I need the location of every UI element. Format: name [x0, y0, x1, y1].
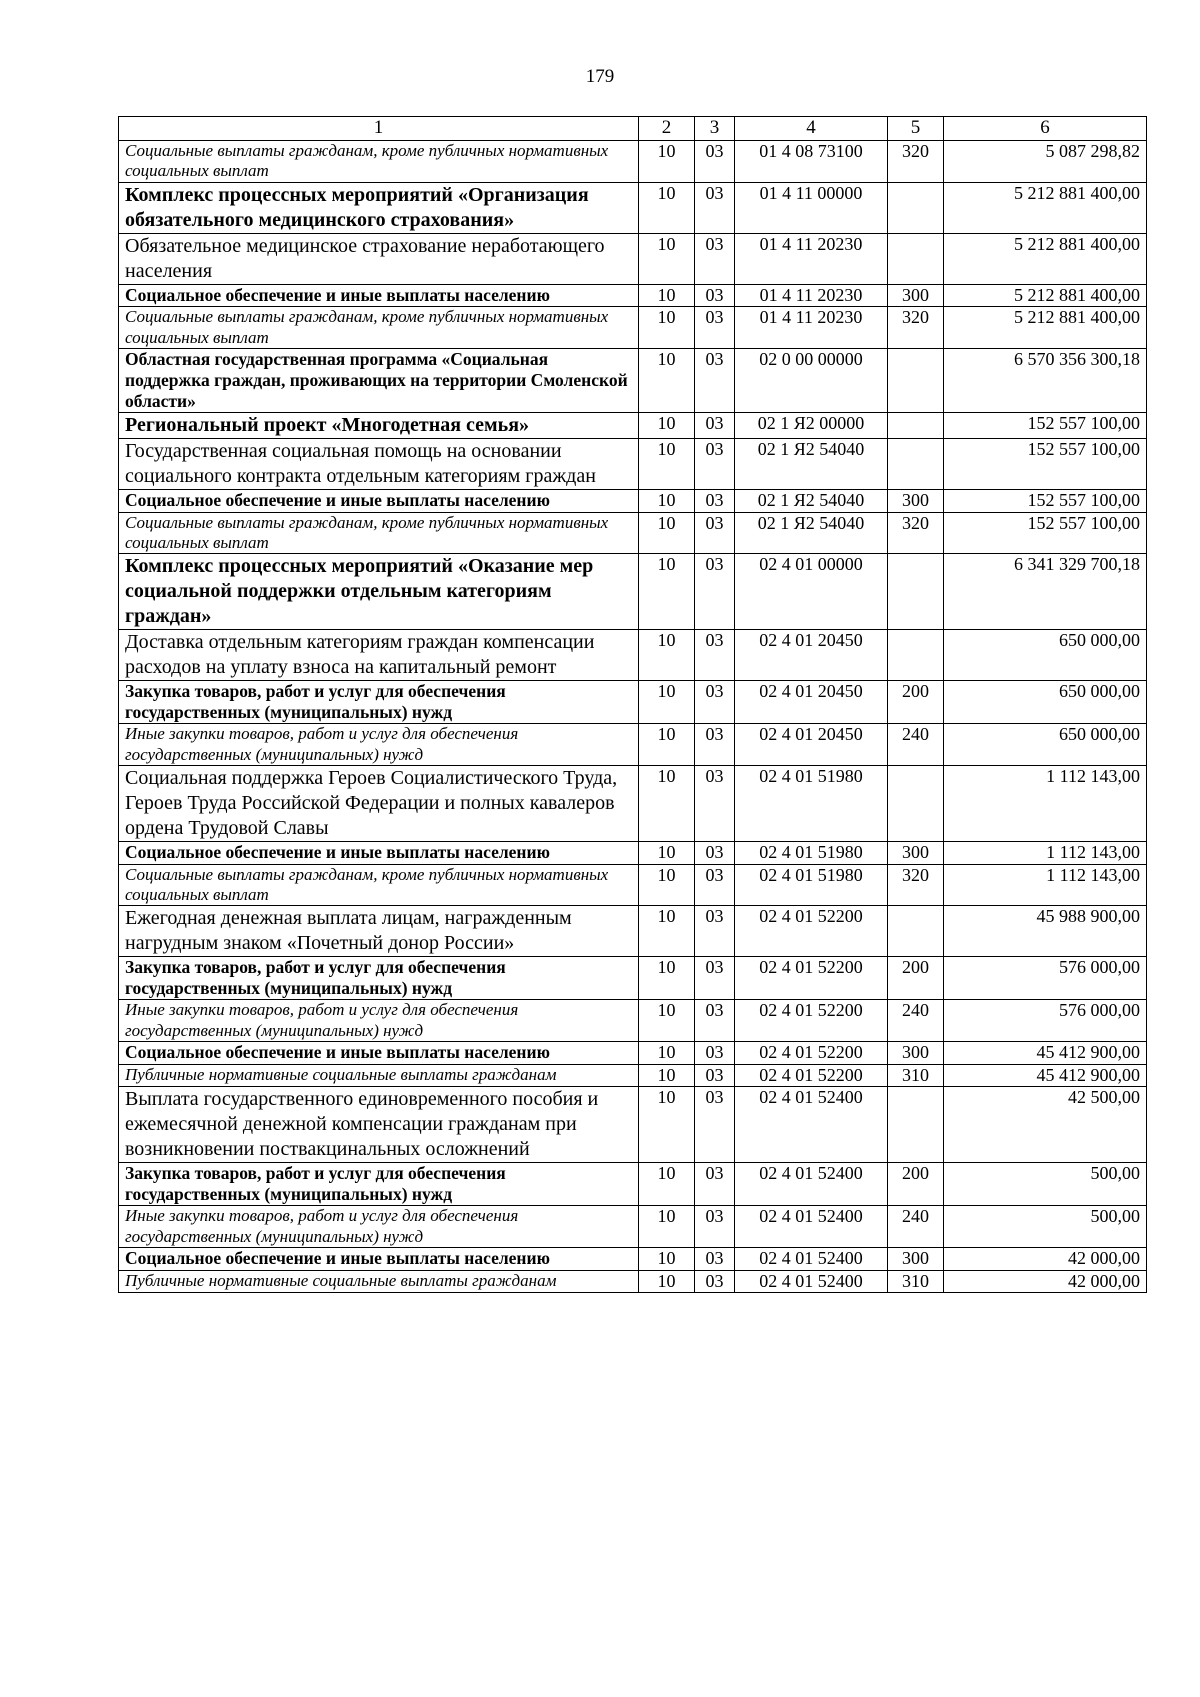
- subsection-code-cell: 03: [695, 842, 735, 865]
- target-article-cell: 02 4 01 52400: [735, 1087, 888, 1163]
- table-row: [119, 864, 1147, 906]
- amount-cell: 45 988 900,00: [944, 906, 1147, 957]
- section-code-cell: 10: [639, 489, 695, 512]
- subsection-code-cell: 03: [695, 1206, 735, 1248]
- expense-type-cell: [888, 438, 944, 489]
- section-code-cell: 10: [639, 630, 695, 681]
- amount-cell: 1 112 143,00: [944, 842, 1147, 865]
- target-article-cell: 02 4 01 00000: [735, 554, 888, 630]
- row-name-cell: Закупка товаров, работ и услуг для обеспечения государственных (муниципальных) нужд: [119, 681, 639, 724]
- table-row: [119, 906, 1147, 957]
- amount-cell: 500,00: [944, 1163, 1147, 1206]
- table-row: [119, 307, 1147, 349]
- section-code-cell: 10: [639, 1270, 695, 1293]
- subsection-code-cell: 03: [695, 957, 735, 1000]
- row-name-cell: Социальное обеспечение и иные выплаты населению: [119, 284, 639, 307]
- table-row: [119, 681, 1147, 724]
- section-code-cell: 10: [639, 1000, 695, 1042]
- target-article-cell: 01 4 11 00000: [735, 182, 888, 233]
- table-row: [119, 1000, 1147, 1042]
- expense-type-cell: [888, 182, 944, 233]
- subsection-code-cell: 03: [695, 681, 735, 724]
- target-article-cell: 02 4 01 51980: [735, 766, 888, 842]
- column-header: 5: [888, 117, 944, 141]
- expense-type-cell: [888, 906, 944, 957]
- table-row: [119, 1248, 1147, 1271]
- row-name-cell: Закупка товаров, работ и услуг для обеспечения государственных (муниципальных) нужд: [119, 957, 639, 1000]
- row-name-cell: Областная государственная программа «Социальная поддержка граждан, проживающих на территории Смоленской области»: [119, 348, 639, 412]
- target-article-cell: 02 4 01 52200: [735, 1000, 888, 1042]
- row-name-cell: Социальная поддержка Героев Социалистического Труда, Героев Труда Российской Федерации и полных кавалеров ордена Трудовой Славы: [119, 766, 639, 842]
- section-code-cell: 10: [639, 554, 695, 630]
- target-article-cell: 02 4 01 52200: [735, 906, 888, 957]
- target-article-cell: 02 4 01 20450: [735, 681, 888, 724]
- subsection-code-cell: 03: [695, 766, 735, 842]
- amount-cell: 500,00: [944, 1206, 1147, 1248]
- section-code-cell: 10: [639, 284, 695, 307]
- amount-cell: 42 000,00: [944, 1248, 1147, 1271]
- expense-type-cell: [888, 1087, 944, 1163]
- section-code-cell: 10: [639, 512, 695, 554]
- row-name-cell: Выплата государственного единовременного пособия и ежемесячной денежной компенсации гражданам при возникновении поствакцинальных осложнений: [119, 1087, 639, 1163]
- row-name-cell: Публичные нормативные социальные выплаты гражданам: [119, 1064, 639, 1087]
- section-code-cell: 10: [639, 842, 695, 865]
- row-name-cell: Обязательное медицинское страхование неработающего населения: [119, 233, 639, 284]
- table-row: [119, 1042, 1147, 1065]
- subsection-code-cell: 03: [695, 348, 735, 412]
- table-body: [119, 140, 1147, 1293]
- amount-cell: 152 557 100,00: [944, 438, 1147, 489]
- amount-cell: 6 570 356 300,18: [944, 348, 1147, 412]
- amount-cell: 45 412 900,00: [944, 1042, 1147, 1065]
- subsection-code-cell: 03: [695, 554, 735, 630]
- amount-cell: 152 557 100,00: [944, 412, 1147, 438]
- amount-cell: 1 112 143,00: [944, 766, 1147, 842]
- table-row: [119, 348, 1147, 412]
- table-row: [119, 766, 1147, 842]
- section-code-cell: 10: [639, 1248, 695, 1271]
- section-code-cell: 10: [639, 724, 695, 766]
- section-code-cell: 10: [639, 1163, 695, 1206]
- section-code-cell: 10: [639, 957, 695, 1000]
- table-row: [119, 140, 1147, 182]
- row-name-cell: Региональный проект «Многодетная семья»: [119, 412, 639, 438]
- subsection-code-cell: 03: [695, 1064, 735, 1087]
- target-article-cell: 01 4 11 20230: [735, 284, 888, 307]
- expense-type-cell: 320: [888, 864, 944, 906]
- target-article-cell: 02 4 01 52400: [735, 1270, 888, 1293]
- subsection-code-cell: 03: [695, 1000, 735, 1042]
- row-name-cell: Социальные выплаты гражданам, кроме публичных нормативных социальных выплат: [119, 864, 639, 906]
- expense-type-cell: 300: [888, 842, 944, 865]
- section-code-cell: 10: [639, 681, 695, 724]
- subsection-code-cell: 03: [695, 140, 735, 182]
- amount-cell: 650 000,00: [944, 630, 1147, 681]
- expense-type-cell: 240: [888, 724, 944, 766]
- expense-type-cell: 300: [888, 489, 944, 512]
- table-row: [119, 724, 1147, 766]
- amount-cell: 152 557 100,00: [944, 489, 1147, 512]
- expense-type-cell: [888, 348, 944, 412]
- section-code-cell: 10: [639, 864, 695, 906]
- row-name-cell: Социальные выплаты гражданам, кроме публичных нормативных социальных выплат: [119, 140, 639, 182]
- amount-cell: 42 000,00: [944, 1270, 1147, 1293]
- amount-cell: 576 000,00: [944, 957, 1147, 1000]
- target-article-cell: 02 1 Я2 54040: [735, 438, 888, 489]
- subsection-code-cell: 03: [695, 182, 735, 233]
- target-article-cell: 02 0 00 00000: [735, 348, 888, 412]
- column-header: 4: [735, 117, 888, 141]
- target-article-cell: 02 4 01 52200: [735, 1042, 888, 1065]
- section-code-cell: 10: [639, 1206, 695, 1248]
- target-article-cell: 02 4 01 52400: [735, 1206, 888, 1248]
- target-article-cell: 02 4 01 52400: [735, 1248, 888, 1271]
- subsection-code-cell: 03: [695, 630, 735, 681]
- expense-type-cell: 240: [888, 1000, 944, 1042]
- target-article-cell: 02 4 01 20450: [735, 724, 888, 766]
- expense-type-cell: 200: [888, 681, 944, 724]
- target-article-cell: 02 4 01 52200: [735, 1064, 888, 1087]
- expense-type-cell: 200: [888, 1163, 944, 1206]
- row-name-cell: Государственная социальная помощь на основании социального контракта отдельным категориям граждан: [119, 438, 639, 489]
- subsection-code-cell: 03: [695, 864, 735, 906]
- row-name-cell: Социальное обеспечение и иные выплаты населению: [119, 1248, 639, 1271]
- table-row: [119, 284, 1147, 307]
- expense-type-cell: [888, 766, 944, 842]
- table-row: [119, 1270, 1147, 1293]
- section-code-cell: 10: [639, 307, 695, 349]
- expense-type-cell: 320: [888, 307, 944, 349]
- row-name-cell: Публичные нормативные социальные выплаты гражданам: [119, 1270, 639, 1293]
- row-name-cell: Иные закупки товаров, работ и услуг для обеспечения государственных (муниципальных) нужд: [119, 1000, 639, 1042]
- amount-cell: 45 412 900,00: [944, 1064, 1147, 1087]
- target-article-cell: 01 4 11 20230: [735, 233, 888, 284]
- expense-type-cell: 320: [888, 512, 944, 554]
- row-name-cell: Социальное обеспечение и иные выплаты населению: [119, 842, 639, 865]
- row-name-cell: Иные закупки товаров, работ и услуг для обеспечения государственных (муниципальных) нужд: [119, 724, 639, 766]
- table-row: [119, 957, 1147, 1000]
- row-name-cell: Доставка отдельным категориям граждан компенсации расходов на уплату взноса на капитальный ремонт: [119, 630, 639, 681]
- subsection-code-cell: 03: [695, 438, 735, 489]
- table-row: [119, 438, 1147, 489]
- amount-cell: 5 212 881 400,00: [944, 307, 1147, 349]
- section-code-cell: 10: [639, 182, 695, 233]
- row-name-cell: Социальное обеспечение и иные выплаты населению: [119, 489, 639, 512]
- table-row: [119, 233, 1147, 284]
- subsection-code-cell: 03: [695, 724, 735, 766]
- table-row: [119, 842, 1147, 865]
- subsection-code-cell: 03: [695, 233, 735, 284]
- target-article-cell: 02 4 01 51980: [735, 842, 888, 865]
- amount-cell: 42 500,00: [944, 1087, 1147, 1163]
- budget-table: [118, 116, 1147, 1293]
- expense-type-cell: 300: [888, 1248, 944, 1271]
- table-row: [119, 182, 1147, 233]
- table-row: [119, 1206, 1147, 1248]
- section-code-cell: 10: [639, 906, 695, 957]
- column-header: 6: [944, 117, 1147, 141]
- expense-type-cell: [888, 233, 944, 284]
- subsection-code-cell: 03: [695, 1270, 735, 1293]
- subsection-code-cell: 03: [695, 906, 735, 957]
- table-row: [119, 1064, 1147, 1087]
- subsection-code-cell: 03: [695, 512, 735, 554]
- section-code-cell: 10: [639, 1064, 695, 1087]
- table-row: [119, 1163, 1147, 1206]
- row-name-cell: Закупка товаров, работ и услуг для обеспечения государственных (муниципальных) нужд: [119, 1163, 639, 1206]
- row-name-cell: Ежегодная денежная выплата лицам, награжденным нагрудным знаком «Почетный донор России»: [119, 906, 639, 957]
- expense-type-cell: [888, 412, 944, 438]
- amount-cell: 1 112 143,00: [944, 864, 1147, 906]
- table-row: [119, 630, 1147, 681]
- table-row: [119, 1087, 1147, 1163]
- subsection-code-cell: 03: [695, 1087, 735, 1163]
- expense-type-cell: 310: [888, 1064, 944, 1087]
- subsection-code-cell: 03: [695, 307, 735, 349]
- target-article-cell: 02 4 01 20450: [735, 630, 888, 681]
- expense-type-cell: 300: [888, 284, 944, 307]
- section-code-cell: 10: [639, 233, 695, 284]
- amount-cell: 650 000,00: [944, 681, 1147, 724]
- amount-cell: 5 212 881 400,00: [944, 284, 1147, 307]
- target-article-cell: 02 4 01 52200: [735, 957, 888, 1000]
- row-name-cell: Иные закупки товаров, работ и услуг для обеспечения государственных (муниципальных) нужд: [119, 1206, 639, 1248]
- amount-cell: 576 000,00: [944, 1000, 1147, 1042]
- expense-type-cell: 240: [888, 1206, 944, 1248]
- row-name-cell: Комплекс процессных мероприятий «Организация обязательного медицинского страхования»: [119, 182, 639, 233]
- table-row: [119, 554, 1147, 630]
- target-article-cell: 02 1 Я2 54040: [735, 489, 888, 512]
- header-row: [119, 117, 1147, 141]
- section-code-cell: 10: [639, 348, 695, 412]
- amount-cell: 6 341 329 700,18: [944, 554, 1147, 630]
- target-article-cell: 02 1 Я2 00000: [735, 412, 888, 438]
- table-row: [119, 412, 1147, 438]
- section-code-cell: 10: [639, 140, 695, 182]
- page-number: 179: [585, 66, 615, 87]
- subsection-code-cell: 03: [695, 284, 735, 307]
- expense-type-cell: 300: [888, 1042, 944, 1065]
- expense-type-cell: 310: [888, 1270, 944, 1293]
- subsection-code-cell: 03: [695, 1042, 735, 1065]
- expense-type-cell: [888, 630, 944, 681]
- target-article-cell: 01 4 08 73100: [735, 140, 888, 182]
- table-row: [119, 512, 1147, 554]
- column-header: 2: [639, 117, 695, 141]
- amount-cell: 5 212 881 400,00: [944, 182, 1147, 233]
- row-name-cell: Социальные выплаты гражданам, кроме публичных нормативных социальных выплат: [119, 512, 639, 554]
- expense-type-cell: 200: [888, 957, 944, 1000]
- subsection-code-cell: 03: [695, 1248, 735, 1271]
- subsection-code-cell: 03: [695, 489, 735, 512]
- amount-cell: 5 087 298,82: [944, 140, 1147, 182]
- expense-type-cell: 320: [888, 140, 944, 182]
- expense-type-cell: [888, 554, 944, 630]
- section-code-cell: 10: [639, 438, 695, 489]
- subsection-code-cell: 03: [695, 412, 735, 438]
- column-header: 1: [119, 117, 639, 141]
- column-header: 3: [695, 117, 735, 141]
- section-code-cell: 10: [639, 1042, 695, 1065]
- target-article-cell: 01 4 11 20230: [735, 307, 888, 349]
- section-code-cell: 10: [639, 412, 695, 438]
- subsection-code-cell: 03: [695, 1163, 735, 1206]
- row-name-cell: Социальные выплаты гражданам, кроме публичных нормативных социальных выплат: [119, 307, 639, 349]
- target-article-cell: 02 1 Я2 54040: [735, 512, 888, 554]
- section-code-cell: 10: [639, 1087, 695, 1163]
- amount-cell: 5 212 881 400,00: [944, 233, 1147, 284]
- section-code-cell: 10: [639, 766, 695, 842]
- row-name-cell: Социальное обеспечение и иные выплаты населению: [119, 1042, 639, 1065]
- amount-cell: 650 000,00: [944, 724, 1147, 766]
- target-article-cell: 02 4 01 52400: [735, 1163, 888, 1206]
- table-row: [119, 489, 1147, 512]
- target-article-cell: 02 4 01 51980: [735, 864, 888, 906]
- amount-cell: 152 557 100,00: [944, 512, 1147, 554]
- row-name-cell: Комплекс процессных мероприятий «Оказание мер социальной поддержки отдельным категориям граждан»: [119, 554, 639, 630]
